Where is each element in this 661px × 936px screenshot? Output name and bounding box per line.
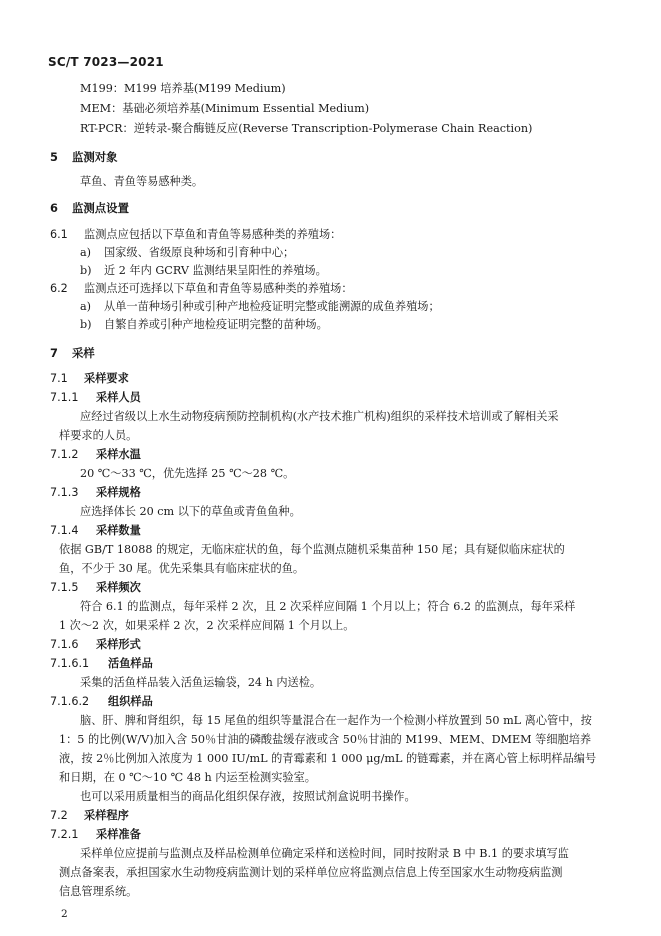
clause-number: 7.1.3: [50, 486, 79, 499]
clause-7-2-heading: [50, 808, 129, 824]
list-marker: b): [80, 264, 92, 277]
section-5-heading: [50, 149, 118, 165]
clause-7-1-3-heading: [50, 485, 141, 501]
clause-7-1-3-text: 应选择体长 20 cm 以下的草鱼或青鱼鱼种。: [80, 505, 301, 518]
clause-title: 采样形式: [96, 638, 141, 651]
clause-7-2-1-text-line-3: 信息管理系统。: [59, 885, 138, 898]
section-7-heading: [50, 345, 95, 361]
clause-number: 7.1.1: [50, 391, 79, 404]
clause-number: 7.1.4: [50, 524, 79, 537]
clause-text: 监测点还可选择以下草鱼和青鱼等易感种类的养殖场：: [84, 282, 353, 295]
clause-7-1-1-heading: [50, 390, 141, 406]
clause-7-1-6-2-text-line-2: 1：5 的比例(W/V)加入含 50％甘油的磷酸盐缓存液或含 50％甘油的 M199、MEM、DMEM 等细胞培养: [59, 733, 592, 746]
clause-7-1-heading: [50, 371, 129, 387]
clause-number: 6.1: [50, 228, 68, 241]
list-marker: a): [80, 246, 92, 259]
list-item-6-1-a: [80, 245, 294, 261]
clause-number: 7.2: [50, 809, 68, 822]
standard-code-header: SC/T 7023—2021: [48, 55, 164, 69]
abbreviation-rt-pcr: RT-PCR：逆转录-聚合酶链反应(Reverse Transcription-Polymerase Chain Reaction): [80, 122, 533, 135]
clause-title: 采样频次: [96, 581, 141, 594]
clause-7-1-6-2-heading: [50, 694, 153, 710]
clause-number: 7.1.2: [50, 448, 79, 461]
clause-7-2-1-text-line-1: 采样单位应提前与监测点及样品检测单位确定采样和送检时间，同时按附录 B 中 B.1 的要求填写监: [80, 847, 569, 860]
section-number: 6: [50, 201, 58, 215]
list-marker: a): [80, 300, 92, 313]
clause-7-2-1-text-line-2: 测点备案表，承担国家水生动物疫病监测计划的采样单位应将监测点信息上传至国家水生动物疫病监测: [59, 866, 563, 879]
section-number: 7: [50, 346, 58, 360]
clause-7-1-1-text-line-2: 样要求的人员。: [59, 429, 138, 442]
section-number: 5: [50, 150, 58, 164]
clause-7-1-6-2-text-line-1: 脑、肝、脾和肾组织，每 15 尾鱼的组织等量混合在一起作为一个检测小样放置到 50 mL 离心管中，按: [80, 714, 592, 727]
clause-7-1-6-2-text-line-3: 液，按 2％比例加入浓度为 1 000 IU/mL 的青霉素和 1 000 μg/mL 的链霉素，并在离心管上标明样品编号: [59, 752, 597, 765]
clause-7-1-6-2-text-line-5: 也可以采用质量相当的商品化组织保存液，按照试剂盒说明书操作。: [80, 790, 416, 803]
clause-7-1-5-heading: [50, 580, 141, 596]
clause-7-1-5-text-line-1: 符合 6.1 的监测点，每年采样 2 次，且 2 次采样应间隔 1 个月以上；符合 6.2 的监测点，每年采样: [80, 600, 576, 613]
clause-7-2-1-heading: [50, 827, 141, 843]
clause-title: 活鱼样品: [108, 657, 153, 670]
clause-number: 7.2.1: [50, 828, 79, 841]
clause-6-1: [50, 227, 341, 243]
abbreviation-m199: M199：M199 培养基(M199 Medium): [80, 82, 286, 95]
section-title: 监测点设置: [72, 201, 129, 215]
clause-title: 采样准备: [96, 828, 141, 841]
clause-title: 采样人员: [96, 391, 141, 404]
clause-number: 7.1.6: [50, 638, 79, 651]
clause-title: 采样水温: [96, 448, 141, 461]
clause-7-1-2-heading: [50, 447, 141, 463]
clause-7-1-6-1-heading: [50, 656, 153, 672]
clause-7-1-2-text: 20 ℃～33 ℃，优先选择 25 ℃～28 ℃。: [80, 467, 295, 480]
section-5-text: 草鱼、青鱼等易感种类。: [80, 175, 204, 188]
list-text: 国家级、省级原良种场和引育种中心；: [104, 246, 295, 259]
abbreviation-mem: MEM：基础必须培养基(Minimum Essential Medium): [80, 102, 370, 115]
clause-7-1-1-text-line-1: 应经过省级以上水生动物疫病预防控制机构(水产技术推广机构)组织的采样技术培训或了解相关采: [80, 410, 559, 423]
clause-number: 7.1.6.2: [50, 695, 90, 708]
page-number: 2: [61, 908, 68, 920]
list-marker: b): [80, 318, 92, 331]
clause-title: 采样规格: [96, 486, 141, 499]
clause-number: 7.1: [50, 372, 68, 385]
clause-number: 7.1.6.1: [50, 657, 90, 670]
list-text: 近 2 年内 GCRV 监测结果呈阳性的养殖场。: [104, 264, 327, 277]
list-item-6-2-a: [80, 299, 440, 315]
clause-7-1-4-heading: [50, 523, 141, 539]
clause-7-1-6-heading: [50, 637, 141, 653]
list-text: 从单一苗种场引种或引种产地检疫证明完整或能溯源的成鱼养殖场；: [104, 300, 440, 313]
section-title: 监测对象: [72, 150, 118, 164]
clause-7-1-4-text-line-2: 鱼，不少于 30 尾。优先采集具有临床症状的鱼。: [59, 562, 305, 575]
clause-title: 采样要求: [84, 372, 129, 385]
section-title: 采样: [72, 346, 95, 360]
clause-7-1-6-1-text: 采集的活鱼样品装入活鱼运输袋，24 h 内送检。: [80, 676, 322, 689]
list-item-6-1-b: [80, 263, 327, 279]
clause-7-1-6-2-text-line-4: 和日期，在 0 ℃～10 ℃ 48 h 内运至检测实验室。: [59, 771, 316, 784]
clause-7-1-4-text-line-1: 依据 GB/T 18088 的规定，无临床症状的鱼，每个监测点随机采集苗种 150 尾；具有疑似临床症状的: [59, 543, 565, 556]
clause-title: 采样数量: [96, 524, 141, 537]
clause-number: 7.1.5: [50, 581, 79, 594]
clause-7-1-5-text-line-2: 1 次～2 次，如果采样 2 次，2 次采样应间隔 1 个月以上。: [59, 619, 355, 632]
clause-6-2: [50, 281, 353, 297]
list-item-6-2-b: [80, 317, 328, 333]
clause-title: 组织样品: [108, 695, 153, 708]
list-text: 自繁自养或引种产地检疫证明完整的苗种场。: [104, 318, 328, 331]
clause-title: 采样程序: [84, 809, 129, 822]
clause-text: 监测点应包括以下草鱼和青鱼等易感种类的养殖场：: [84, 228, 342, 241]
section-6-heading: [50, 200, 129, 216]
clause-number: 6.2: [50, 282, 68, 295]
